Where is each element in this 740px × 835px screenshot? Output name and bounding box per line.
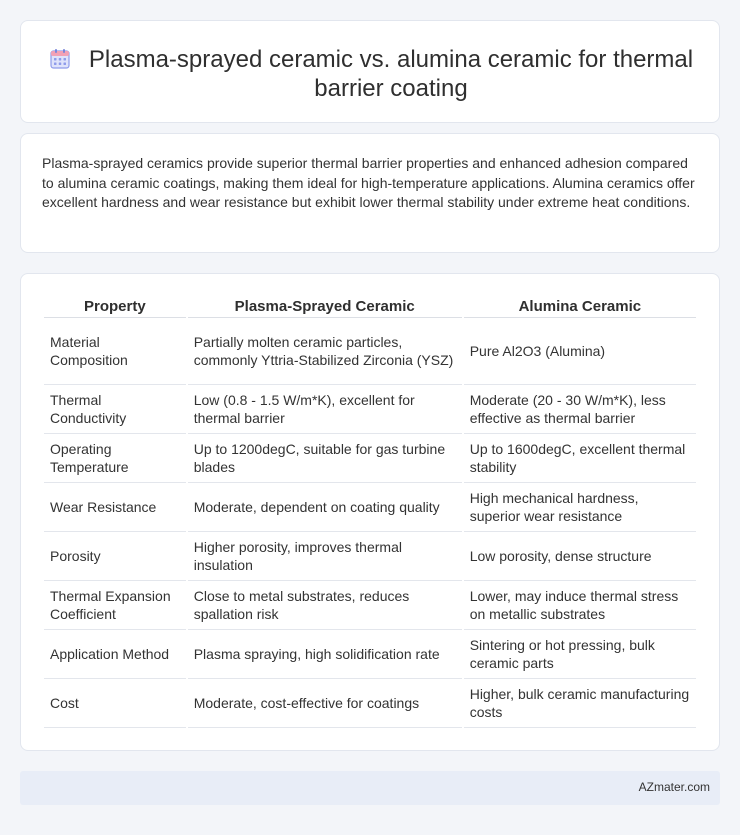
alumina-cell: High mechanical hardness, superior wear resistance: [464, 483, 696, 532]
alumina-cell: Higher, bulk ceramic manufacturing costs: [464, 679, 696, 728]
plasma-cell: Up to 1200degC, suitable for gas turbine blades: [188, 434, 462, 483]
table-header-row: [44, 296, 696, 318]
property-cell: Cost: [44, 679, 186, 728]
footer-brand[interactable]: AZmater.com: [638, 780, 710, 794]
plasma-cell: Low (0.8 - 1.5 W/m*K), excellent for thermal barrier: [188, 385, 462, 434]
alumina-cell: Moderate (20 - 30 W/m*K), less effective as thermal barrier: [464, 385, 696, 434]
header-card: [20, 20, 720, 123]
table-row: [44, 318, 696, 385]
footer-bar: [20, 771, 720, 805]
table-row: [44, 483, 696, 532]
plasma-cell: Partially molten ceramic particles, commonly Yttria-Stabilized Zirconia (YSZ): [188, 318, 462, 385]
table-row: [44, 434, 696, 483]
alumina-cell: Low porosity, dense structure: [464, 532, 696, 581]
page-title: Plasma-sprayed ceramic vs. alumina ceramic for thermal barrier coating: [88, 46, 694, 102]
property-cell: Porosity: [44, 532, 186, 581]
property-cell: Wear Resistance: [44, 483, 186, 532]
property-cell: Application Method: [44, 630, 186, 679]
comparison-card: [20, 273, 720, 751]
table-row: [44, 679, 696, 728]
column-header-plasma: Plasma-Sprayed Ceramic: [188, 296, 462, 318]
property-cell: Operating Temperature: [44, 434, 186, 483]
plasma-cell: Close to metal substrates, reduces spallation risk: [188, 581, 462, 630]
plasma-cell: Moderate, cost-effective for coatings: [188, 679, 462, 728]
alumina-cell: Pure Al2O3 (Alumina): [464, 318, 696, 385]
alumina-cell: Sintering or hot pressing, bulk ceramic parts: [464, 630, 696, 679]
plasma-cell: Higher porosity, improves thermal insulation: [188, 532, 462, 581]
property-cell: Thermal Conductivity: [44, 385, 186, 434]
property-cell: Thermal Expansion Coefficient: [44, 581, 186, 630]
summary-card: [20, 133, 720, 253]
column-header-property: Property: [44, 296, 186, 318]
plasma-cell: Moderate, dependent on coating quality: [188, 483, 462, 532]
table-row: [44, 630, 696, 679]
table-row: [44, 581, 696, 630]
calendar-icon: [48, 47, 72, 71]
table-row: [44, 385, 696, 434]
summary-text: Plasma-sprayed ceramics provide superior thermal barrier properties and enhanced adhesion compared to alumina ceramic coatings, making them ideal for high-temperature applications. Alumina ceramics offer excellent hardness and wear resistance but exhibit lower thermal stability under extreme heat conditions.: [42, 155, 695, 210]
alumina-cell: Up to 1600degC, excellent thermal stability: [464, 434, 696, 483]
comparison-table: [42, 296, 698, 728]
plasma-cell: Plasma spraying, high solidification rate: [188, 630, 462, 679]
table-row: [44, 532, 696, 581]
alumina-cell: Lower, may induce thermal stress on metallic substrates: [464, 581, 696, 630]
property-cell: Material Composition: [44, 318, 186, 385]
column-header-alumina: Alumina Ceramic: [464, 296, 696, 318]
